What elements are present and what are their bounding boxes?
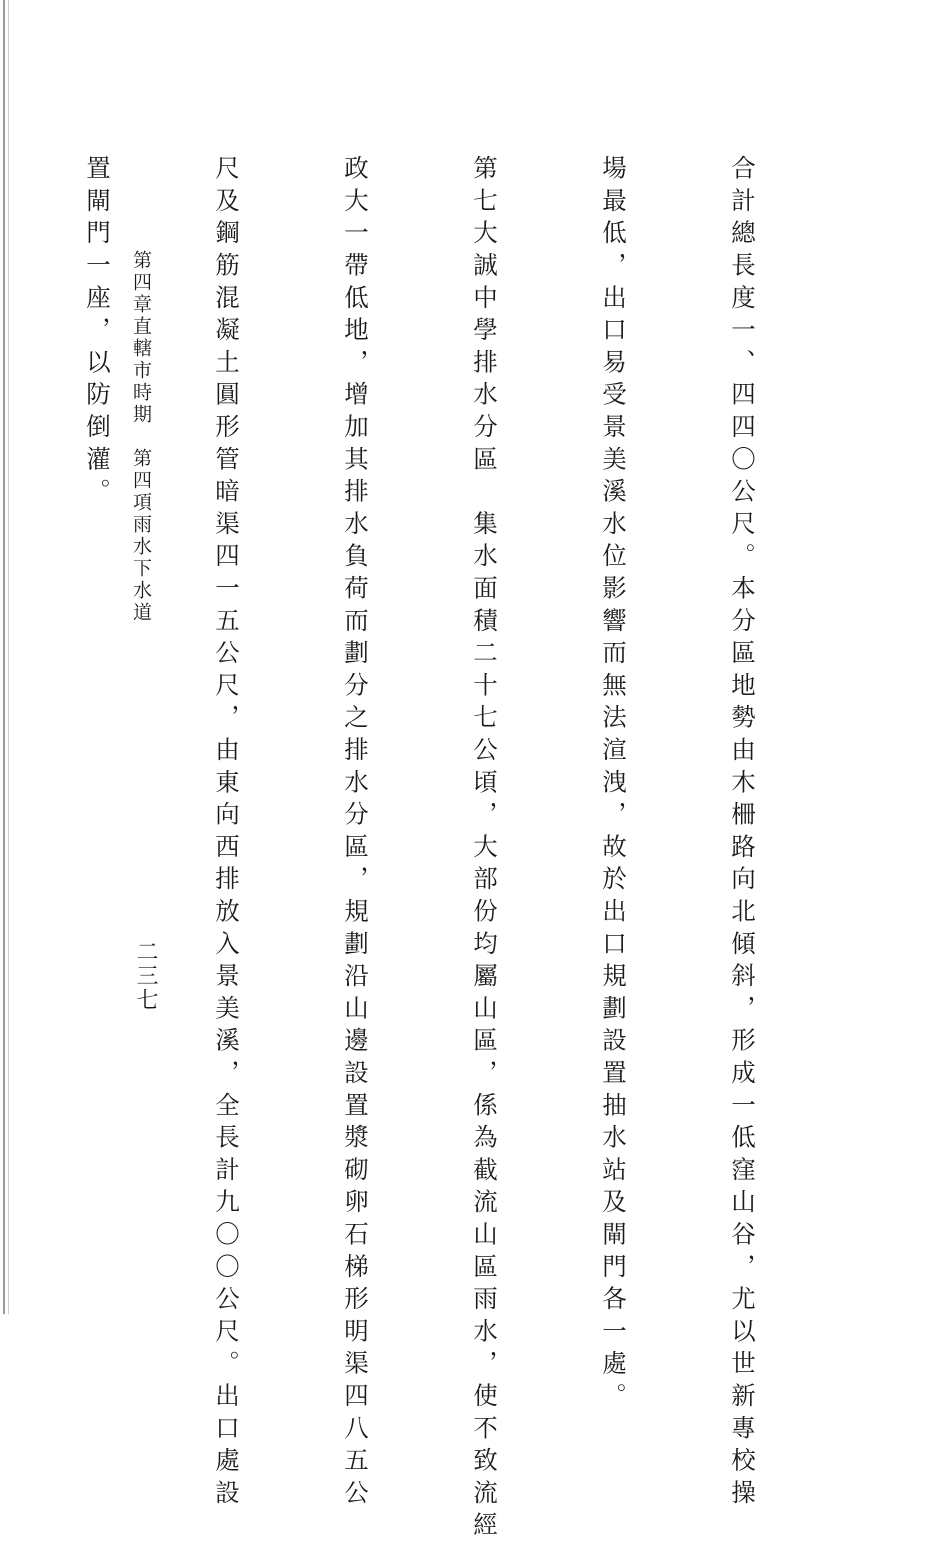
chapter-footer: 第四章直轄市時期 第四項雨水下水道 [130, 250, 152, 624]
text-line: 合計總長度一、四四〇公尺。本分區地勢由木柵路向北傾斜，形成一低窪山谷，尤以世新專校操 [728, 155, 757, 1512]
text-line: 場最低，出口易受景美溪水位影響而無法渲洩，故於出口規劃設置抽水站及閘門各一處。 [599, 155, 628, 1415]
text-line: 尺及鋼筋混凝土圓形管暗渠四一五公尺，由東向西排放入景美溪，全長計九〇〇公尺。出口處設 [212, 155, 241, 1512]
text-line: 第七大誠中學排水分區 集水面積二十七公頃，大部份均屬山區，係為截流山區雨水，使不致流經 [470, 155, 499, 1544]
text-line: 置閘門一座，以防倒灌。 [83, 155, 112, 511]
page-number: 二三七 [133, 940, 158, 1012]
text-line: 政大一帶低地，增加其排水負荷而劃分之排水分區，規劃沿山邊設置漿砌卵石梯形明渠四八五公 [341, 155, 370, 1512]
